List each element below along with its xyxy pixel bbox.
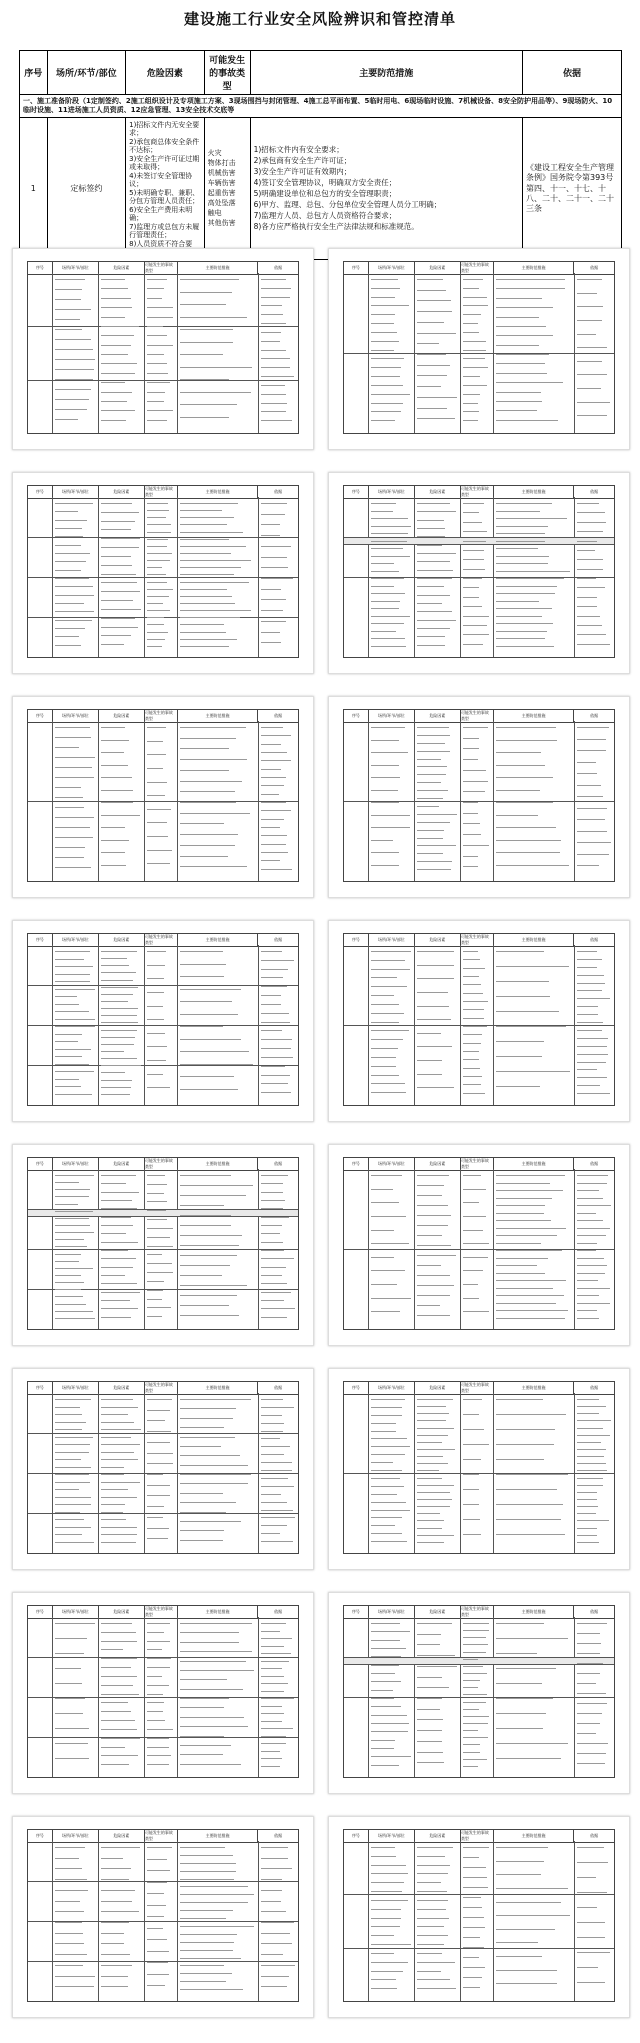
thumbnail-header-cell: 可能发生的事故类型 [145,486,178,498]
thumbnail-table-body [343,1617,615,1778]
row-measures [250,118,522,260]
thumbnail-header-cell: 可能发生的事故类型 [461,486,494,498]
thumbnail-header-cell: 场所/环节/部位 [53,1830,99,1842]
thumbnail-header-cell: 场所/环节/部位 [53,262,99,274]
thumbnail-header-cell: 场所/环节/部位 [369,1830,415,1842]
thumbnail-table-body [27,1169,299,1330]
risk-item: 3)安全生产许可证过期或未取得； [129,155,200,171]
section-row [20,95,622,118]
col-header-measures: 主要防范措施 [250,51,522,95]
thumbnail-header-cell: 主要防范措施 [494,1606,575,1618]
thumbnail-header-cell: 主要防范措施 [178,1606,259,1618]
accident-item: 车辆伤害 [207,179,236,187]
thumbnail-header-cell: 序号 [344,710,369,722]
thumbnail-header-cell: 场所/环节/部位 [369,262,415,274]
thumbnail-header-cell: 危险因素 [99,1830,145,1842]
thumbnail-table-body [27,945,299,1106]
risk-item: 6)安全生产费用未明确； [129,206,193,222]
thumbnail-header-cell: 序号 [344,1830,369,1842]
thumbnail-header-cell: 可能发生的事故类型 [461,1830,494,1842]
thumbnail-header-cell: 序号 [344,934,369,946]
thumbnail-table-body [27,721,299,882]
thumbnail-header-cell: 可能发生的事故类型 [145,934,178,946]
page-thumbnail[interactable] [328,1816,630,2018]
row-location: 定标签约 [47,118,126,260]
thumbnail-header-cell: 依据 [274,713,283,718]
thumbnail-header-cell: 序号 [344,262,369,274]
thumbnail-header-cell: 主要防范措施 [178,1158,259,1170]
page-thumbnail[interactable] [12,1144,314,1346]
thumbnail-header-cell: 危险因素 [99,1382,145,1394]
thumbnail-header-cell: 可能发生的事故类型 [145,1158,178,1170]
thumbnail-header-cell: 场所/环节/部位 [53,1606,99,1618]
thumbnail-header-cell: 序号 [28,486,53,498]
thumbnail-header-cell: 依据 [274,1609,283,1614]
thumbnail-header-cell: 序号 [28,1382,53,1394]
thumbnail-header-cell: 主要防范措施 [494,710,575,722]
measure-item: 3)安全生产许可证有效期内； [253,167,352,176]
measure-item: 5)明确建设单位和总包方的安全管理职责； [253,189,397,198]
thumbnail-header-cell: 场所/环节/部位 [53,934,99,946]
page-thumbnail[interactable] [328,696,630,898]
thumbnail-header-cell: 依据 [590,713,599,718]
thumbnail-table-body [343,273,615,434]
thumbnail-header-cell: 主要防范措施 [494,1382,575,1394]
page-thumbnail[interactable] [12,472,314,674]
thumbnail-header-cell: 序号 [28,934,53,946]
row-accidents [204,118,250,260]
page-thumbnail[interactable] [12,696,314,898]
measure-item: 4)签订安全管理协议，明确双方安全责任； [253,178,397,187]
page-thumbnail[interactable] [12,248,314,450]
thumbnail-header-cell: 依据 [590,489,599,494]
thumbnail-header-cell: 主要防范措施 [178,262,259,274]
accident-item: 机械伤害 [207,169,236,177]
thumbnail-header-cell: 可能发生的事故类型 [461,710,494,722]
measure-item: 2)承包商有安全生产许可证； [253,156,352,165]
page-thumbnail[interactable] [328,472,630,674]
col-header-accident: 可能发生的事故类型 [204,51,250,95]
thumbnail-header-cell: 依据 [274,265,283,270]
thumbnail-table-body [27,273,299,434]
basis-item: 《建设工程安全生产管理条例》国务院令第393号 [526,163,614,182]
measure-item: 7)监理方人员、总包方人员资格符合要求； [253,211,397,220]
document-title: 建设施工行业安全风险辨识和管控清单 [183,10,456,28]
thumbnail-header-cell: 依据 [590,937,599,942]
thumbnail-header-cell: 可能发生的事故类型 [461,1606,494,1618]
page-thumbnail[interactable] [328,920,630,1122]
measure-item: 1)招标文件内有安全要求； [253,145,344,154]
thumbnail-header-cell: 主要防范措施 [494,262,575,274]
thumbnail-header-cell: 危险因素 [99,710,145,722]
thumbnail-header-cell: 危险因素 [99,486,145,498]
thumbnail-header-cell: 序号 [344,1158,369,1170]
page-thumbnail[interactable] [12,1368,314,1570]
thumbnail-header-cell: 主要防范措施 [178,710,259,722]
thumbnail-table-body [27,497,299,658]
thumbnail-header-cell: 场所/环节/部位 [53,1158,99,1170]
thumbnail-header-cell: 序号 [344,486,369,498]
thumbnail-header-cell: 场所/环节/部位 [369,710,415,722]
thumbnail-header-cell: 可能发生的事故类型 [461,262,494,274]
thumbnail-header-cell: 场所/环节/部位 [369,934,415,946]
thumbnail-header-cell: 危险因素 [415,934,461,946]
col-header-location: 场所/环节/部位 [47,51,126,95]
thumbnail-header-cell: 危险因素 [415,1830,461,1842]
risk-item: 1)招标文件内无安全要求； [129,121,200,137]
thumbnail-table-body [27,1841,299,2002]
thumbnail-header-cell: 可能发生的事故类型 [145,1830,178,1842]
table-row [20,118,622,260]
page-thumbnail[interactable] [328,1368,630,1570]
accident-item: 火灾 [207,149,222,157]
thumbnail-header-cell: 可能发生的事故类型 [145,1382,178,1394]
thumbnail-header-cell: 序号 [28,1158,53,1170]
thumbnail-header-cell: 序号 [28,1830,53,1842]
thumbnail-header-cell: 依据 [274,1833,283,1838]
col-header-risk: 危险因素 [126,51,205,95]
thumbnail-header-cell: 主要防范措施 [178,1830,259,1842]
thumbnail-table-body [343,497,615,658]
thumbnail-header-cell: 场所/环节/部位 [53,486,99,498]
thumbnail-header-cell: 依据 [274,1385,283,1390]
accident-item: 起重伤害 [207,189,236,197]
basis-item: 第四、十一、十七、十八、二十、二十一、二十三条 [526,184,614,213]
thumbnail-header-cell: 可能发生的事故类型 [461,1382,494,1394]
thumbnail-header-cell: 危险因素 [415,710,461,722]
thumbnail-header-cell: 主要防范措施 [494,934,575,946]
thumbnail-header-cell: 场所/环节/部位 [53,710,99,722]
thumbnail-header-cell: 序号 [28,1606,53,1618]
page-thumbnail[interactable] [12,1592,314,1794]
thumbnail-header-cell: 依据 [274,937,283,942]
accident-item: 其他伤害 [207,219,236,227]
measure-item: 6)甲方、监理、总包、分包单位安全管理人员分工明确； [253,200,442,209]
thumbnail-header-cell: 危险因素 [415,486,461,498]
thumbnail-header-cell: 序号 [344,1606,369,1618]
document-first-page [0,0,640,248]
thumbnail-header-cell: 依据 [590,1833,599,1838]
page-thumbnail[interactable] [12,1816,314,2018]
thumbnail-table-body [27,1617,299,1778]
thumbnail-header-cell: 主要防范措施 [494,1158,575,1170]
thumbnail-header-cell: 场所/环节/部位 [369,486,415,498]
risk-table [19,50,622,260]
col-header-no: 序号 [20,51,48,95]
thumbnail-header-cell: 依据 [590,1609,599,1614]
thumbnail-header-cell: 序号 [28,710,53,722]
risk-item: 5)未明确专职、兼职、分包方管理人员责任； [129,189,200,205]
thumbnail-table-body [343,721,615,882]
thumbnail-header-cell: 可能发生的事故类型 [145,262,178,274]
risk-item: 8)人员资质不符合要 [129,240,193,248]
thumbnail-table-body [343,945,615,1106]
thumbnail-table-body [343,1169,615,1330]
thumbnail-header-cell: 场所/环节/部位 [53,1382,99,1394]
thumbnail-header-cell: 场所/环节/部位 [369,1382,415,1394]
thumbnail-header-cell: 场所/环节/部位 [369,1158,415,1170]
page-thumbnail[interactable] [12,920,314,1122]
thumbnail-header-cell: 可能发生的事故类型 [145,1606,178,1618]
thumbnail-header-cell: 危险因素 [99,934,145,946]
row-basis [523,118,622,260]
thumbnail-header-cell: 危险因素 [415,262,461,274]
thumbnail-header-cell: 主要防范措施 [178,486,259,498]
thumbnail-header-cell: 危险因素 [415,1606,461,1618]
thumbnail-header-cell: 场所/环节/部位 [369,1606,415,1618]
thumbnail-header-cell: 可能发生的事故类型 [461,934,494,946]
measure-item: 8)各方应严格执行安全生产法律法规和标准规范。 [253,222,419,231]
row-risks [126,118,205,260]
thumbnail-header-cell: 序号 [28,262,53,274]
thumbnail-header-cell: 序号 [344,1382,369,1394]
risk-item: 2)承包商总体安全条件不达标； [129,138,200,154]
page-thumbnail[interactable] [328,1144,630,1346]
thumbnail-header-cell: 危险因素 [415,1382,461,1394]
thumbnail-header-cell: 危险因素 [99,1158,145,1170]
accident-item: 触电 [207,209,222,217]
thumbnail-header-cell: 主要防范措施 [494,1830,575,1842]
thumbnail-header-cell: 依据 [590,265,599,270]
thumbnail-header-cell: 危险因素 [99,262,145,274]
risk-item: 4)未签订安全管理协议； [129,172,193,188]
thumbnail-header-cell: 依据 [590,1161,599,1166]
row-number: 1 [20,118,48,260]
thumbnail-header-cell: 主要防范措施 [494,486,575,498]
thumbnail-table-body [343,1841,615,2002]
thumbnail-header-cell: 依据 [274,489,283,494]
thumbnail-header-cell: 主要防范措施 [178,1382,259,1394]
thumbnail-header-cell: 危险因素 [415,1158,461,1170]
thumbnail-table-body [343,1393,615,1554]
thumbnail-table-body [27,1393,299,1554]
page-thumbnail[interactable] [328,248,630,450]
thumbnail-header-cell: 危险因素 [99,1606,145,1618]
table-header-row [20,51,622,95]
thumbnail-header-cell: 可能发生的事故类型 [145,710,178,722]
risk-item: 7)监理方或总包方未履行管理责任； [129,223,200,239]
thumbnail-header-cell: 依据 [590,1385,599,1390]
accident-item: 物体打击 [207,159,236,167]
page-thumbnail[interactable] [328,1592,630,1794]
thumbnail-header-cell: 可能发生的事故类型 [461,1158,494,1170]
thumbnail-header-cell: 依据 [274,1161,283,1166]
thumbnail-header-cell: 主要防范措施 [178,934,259,946]
accident-item: 高处坠落 [207,199,236,207]
section-title: 一、施工准备阶段（1定制签约、2施工组织设计及专项施工方案、3现场围挡与封闭管理、4施工总平面布置、5临时用电、6现场临时设施、7机械设备、8安全防护用品等）、9现场防火、10临时设施、11进场施工人员资质、12应急管理、13安全技术交底等 [20,95,622,118]
col-header-basis: 依据 [523,51,622,95]
